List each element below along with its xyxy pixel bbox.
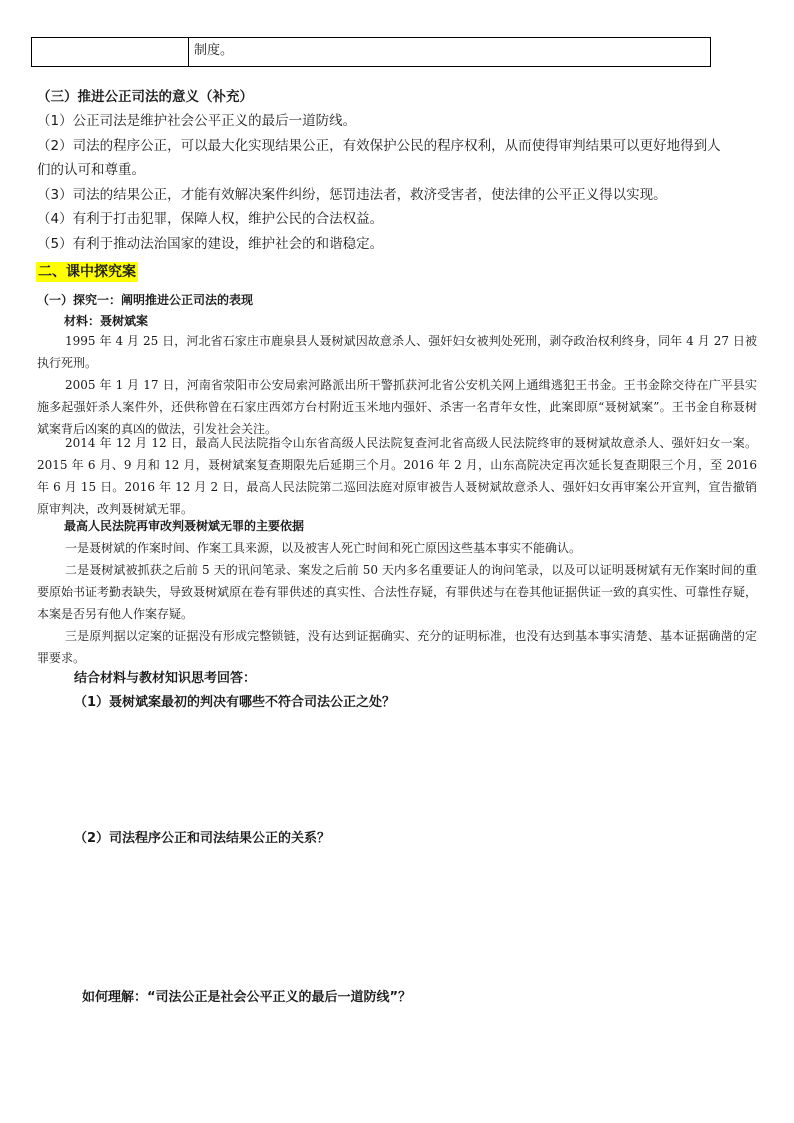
material-paragraph-1: 1995 年 4 月 25 日，河北省石家庄市鹿泉县人聂树斌因故意杀人、强奸妇女被判处死刑，剥夺政治权利终身，同年 4 月 27 日被执行死刑。 bbox=[37, 334, 757, 370]
basis-paragraph-1: 一是聂树斌的作案时间、作案工具来源，以及被害人死亡时间和死亡原因这些基本事实不能确认。 bbox=[65, 541, 582, 555]
significance-item-4: （4）有利于打击犯罪，保障人权，维护公民的合法权益。 bbox=[37, 211, 384, 227]
section-title: 二、课中探究案 bbox=[38, 264, 136, 280]
material-paragraph-3: 2014 年 12 月 12 日，最高人民法院指令山东省高级人民法院复查河北省高级人民法院终审的聂树斌故意杀人、强奸妇女一案。2015 年 6 月、9 月和 12 月，聂树斌案复查期限先后延期三个月。2016 年 2 月，山东高院决定再次延长复查期限三个月，至 2016 年 6 月 15 日。2016 年 12 月 2 日，最高人民法院第二巡回法庭对原审被告人聂树斌故意杀人、强奸妇女再审案公开宣判，宣告撤销原审判决，改判聂树斌无罪。 bbox=[37, 436, 757, 516]
basis-heading: 最高人民法院再审改判聂树斌无罪的主要依据 bbox=[64, 519, 305, 533]
discussion-prompt: 结合材料与教材知识思考回答： bbox=[74, 671, 257, 686]
significance-heading: （三）推进公正司法的意义（补充） bbox=[37, 89, 253, 105]
material-heading: 材料：聂树斌案 bbox=[64, 314, 149, 328]
significance-item-3: （3）司法的结果公正，才能有效解决案件纠纷，惩罚违法者，救济受害者，使法律的公平正义得以实现。 bbox=[37, 187, 667, 203]
basis-paragraph-3: 三是原判据以定案的证据没有形成完整锁链，没有达到证据确实、充分的证明标准，也没有达到基本事实清楚、基本证据确凿的定罪要求。 bbox=[37, 629, 757, 665]
table-column-divider bbox=[188, 38, 189, 66]
table-fragment bbox=[31, 37, 711, 67]
significance-item-5: （5）有利于推动法治国家的建设，维护社会的和谐稳定。 bbox=[37, 236, 384, 252]
significance-item-2-cont: 们的认可和尊重。 bbox=[37, 162, 145, 178]
material-paragraph-2: 2005 年 1 月 17 日，河南省荥阳市公安局索河路派出所干警抓获河北省公安机关网上通缉逃犯王书金。王书金除交待在广平县实施多起强奸杀人案件外，还供称曾在石家庄西郊方台村附近玉米地内强奸、杀害一名青年女性，此案即原“聂树斌案”。王书金自称聂树斌案背后凶案的真凶的做法，引发社会关注。 bbox=[37, 378, 757, 436]
significance-item-2: （2）司法的程序公正，可以最大化实现结果公正，有效保护公民的程序权利，从而使得审判结果可以更好地得到人 bbox=[37, 138, 721, 154]
question-3: 如何理解：“司法公正是社会公平正义的最后一道防线”？ bbox=[82, 990, 412, 1005]
significance-item-1: （1）公正司法是维护社会公平正义的最后一道防线。 bbox=[37, 113, 357, 129]
basis-paragraph-2: 二是聂树斌被抓获之后前 5 天的讯问笔录、案发之后前 50 天内多名重要证人的询问笔录，以及可以证明聂树斌有无作案时间的重要原始书证考勤表缺失，导致聂树斌原在卷有罪供述的真实性、合法性存疑，有罪供述与在卷其他证据供证一致的真实性、可靠性存疑，本案是否另有他人作案存疑。 bbox=[37, 563, 758, 621]
question-1: （1）聂树斌案最初的判决有哪些不符合司法公正之处？ bbox=[74, 695, 396, 710]
question-2: （2）司法程序公正和司法结果公正的关系？ bbox=[74, 831, 331, 846]
table-cell-text: 制度。 bbox=[194, 43, 234, 58]
explore-heading: （一）探究一：阐明推进公正司法的表现 bbox=[37, 293, 254, 307]
